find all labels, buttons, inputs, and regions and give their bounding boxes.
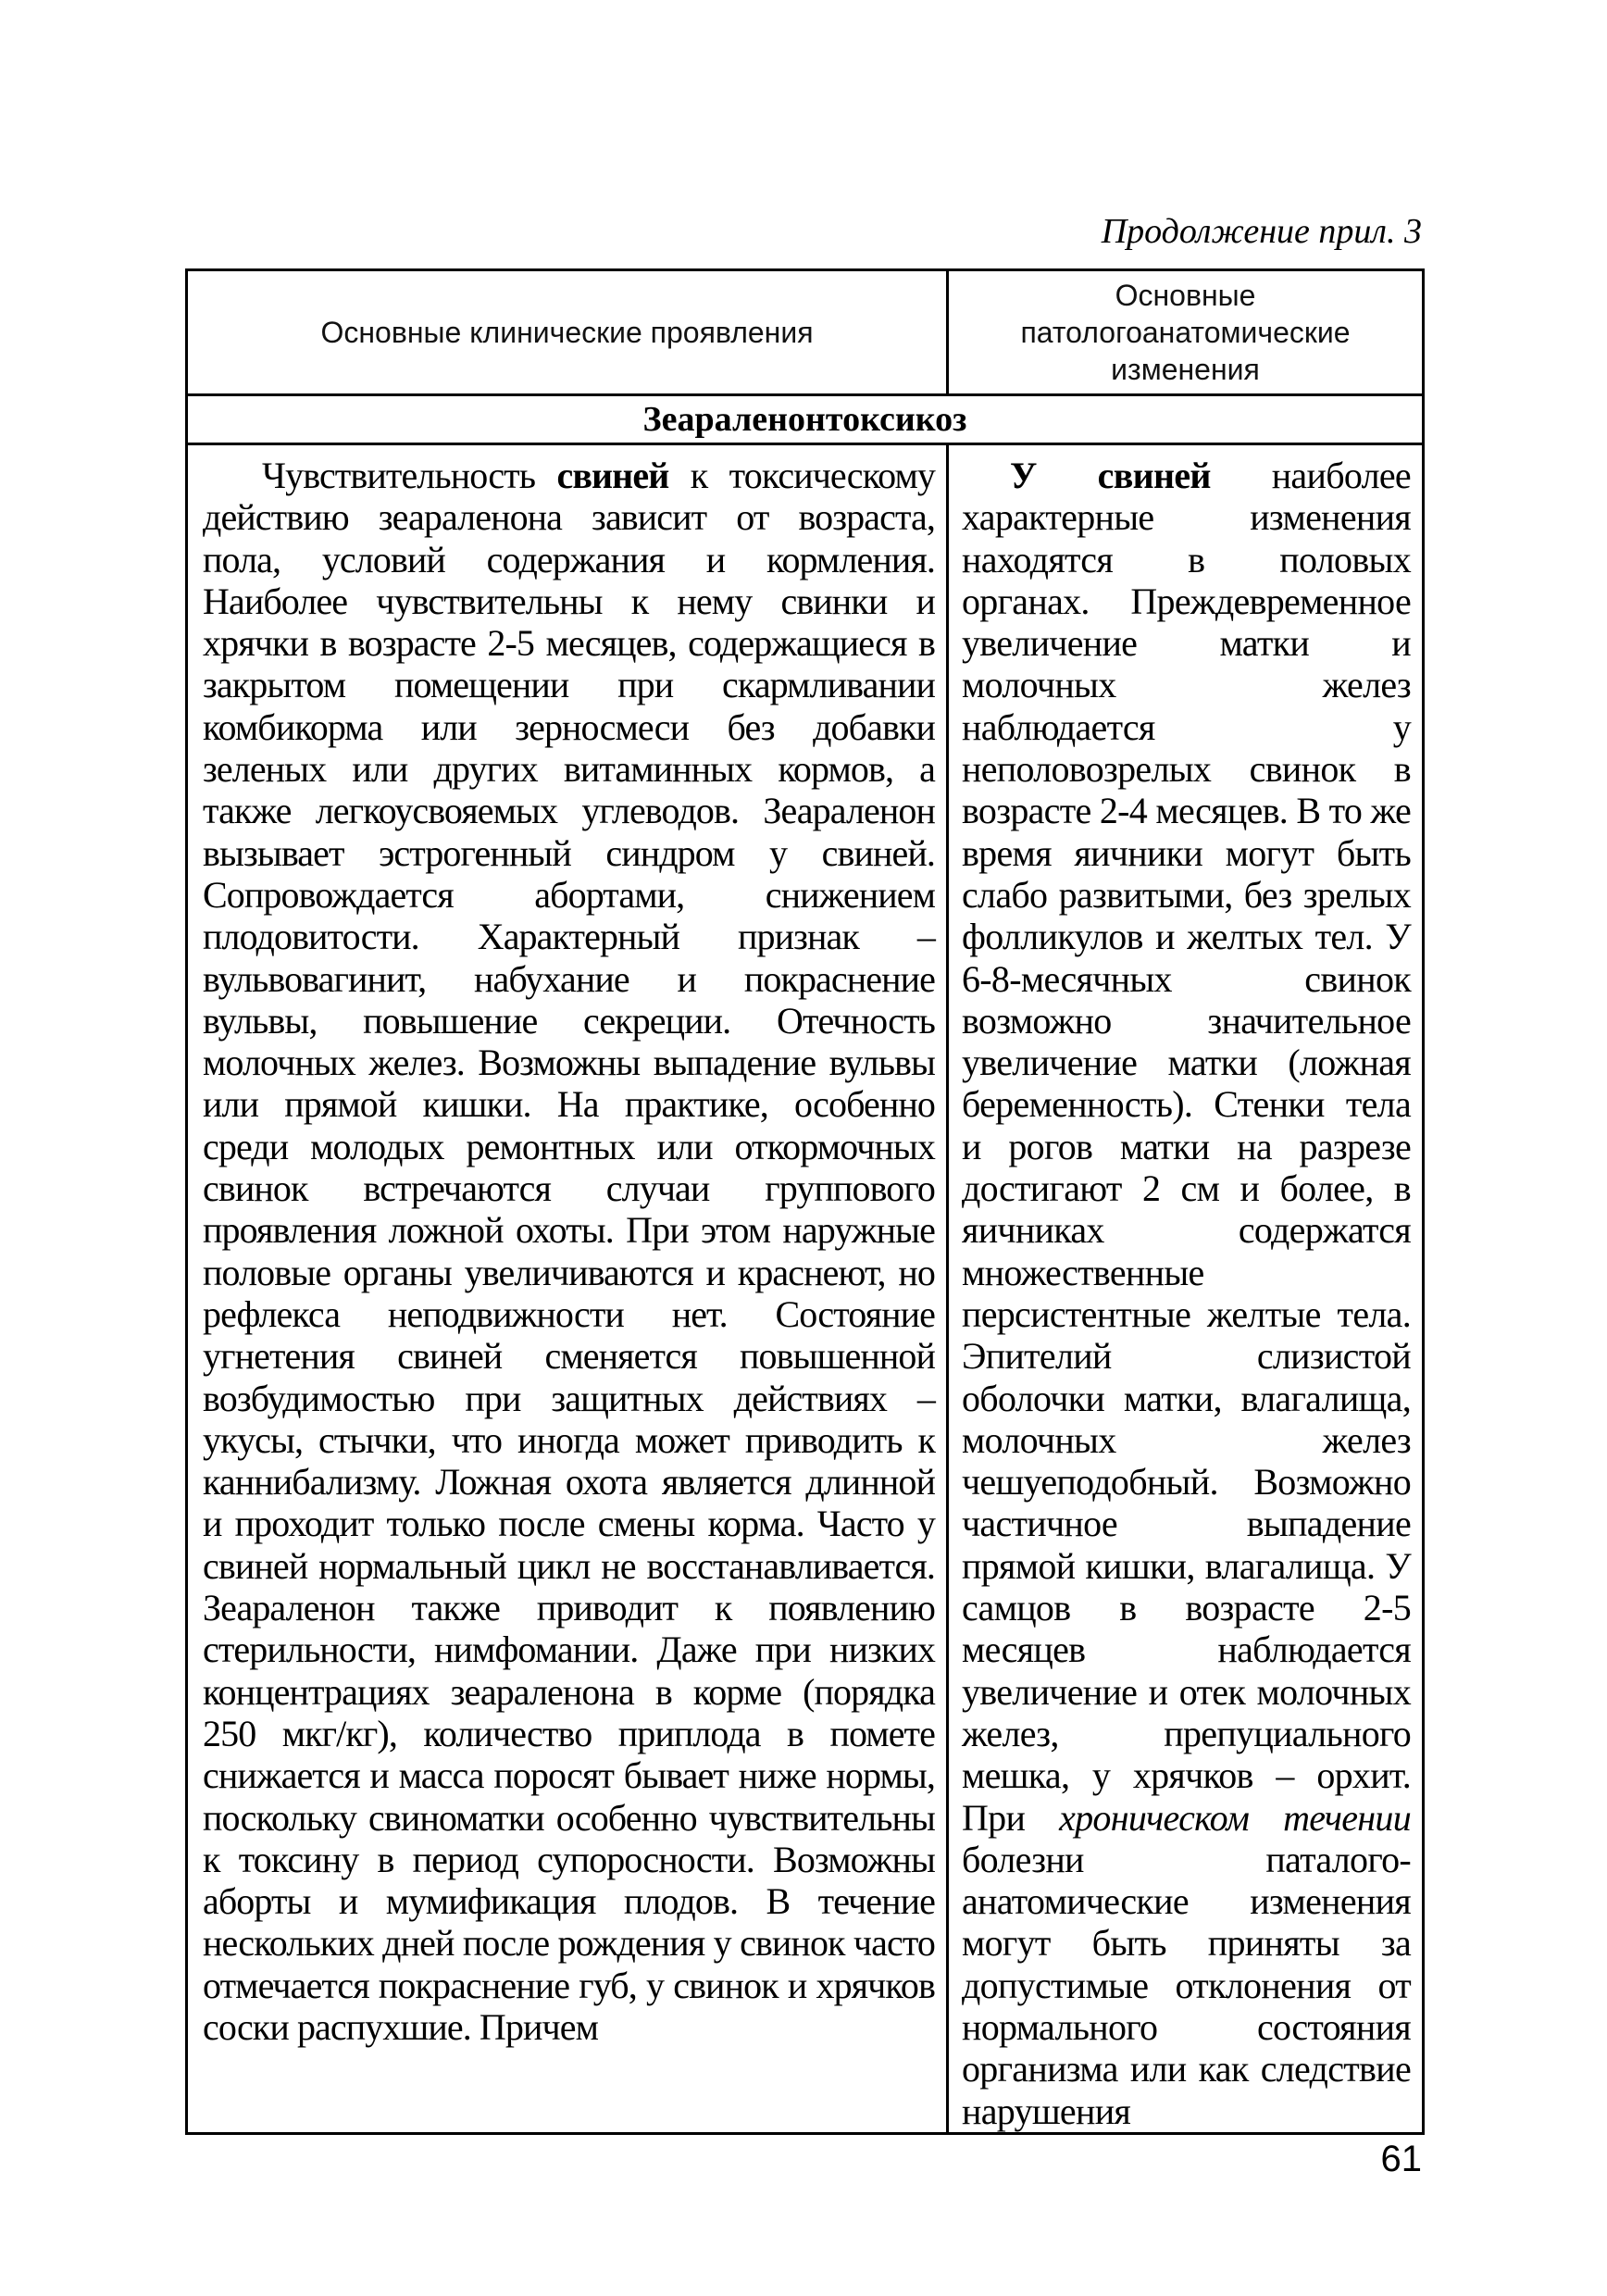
section-row bbox=[187, 395, 1424, 444]
right-italic-1: хроническом течении bbox=[1059, 1796, 1411, 1839]
table-header-row bbox=[187, 270, 1424, 395]
clinical-signs-cell bbox=[187, 444, 948, 2134]
right-text-2: болезни паталого-анатомические изменения могут быть приняты за допустимые отклонения от нормального состояния организма или как следствие нарушения bbox=[962, 1838, 1411, 2132]
col2-header-text bbox=[949, 271, 1422, 393]
clinical-signs-text bbox=[188, 445, 946, 2048]
col2-header bbox=[948, 270, 1424, 395]
col2-header-line1: Основные bbox=[1115, 279, 1256, 312]
table-body-row bbox=[187, 444, 1424, 2134]
pathology-table bbox=[185, 268, 1425, 2135]
page-number: 61 bbox=[1380, 2139, 1422, 2179]
pathology-text bbox=[949, 445, 1422, 2132]
col1-header bbox=[187, 270, 948, 395]
col1-header-text: Основные клинические проявления bbox=[320, 316, 814, 349]
left-bold-1: свиней bbox=[556, 455, 669, 496]
col2-header-line2: патологоанатомические bbox=[1020, 316, 1351, 349]
continuation-label: Продолжение прил. 3 bbox=[1101, 212, 1422, 251]
left-text-1: Чувствительность bbox=[262, 455, 557, 496]
left-text-2: к токсическому действию зеараленона зависит от возраста, пола, условий содержания и кормления. Наиболее чувствительны к нему свинки и хрячки в возрасте 2-5 месяцев, содержащиеся в закрытом помещении при скармливании комбикорма или зерносмеси без добавки зеленых или других витаминных кормов, а также легкоусвояемых углеводов. Зеараленон вызывает эстрогенный синдром у свиней. Сопровождается абортами, снижением плодовитости. Характерный признак – вульвовагинит, набухание и покраснение вульвы, повышение секреции. Отечность молочных желез. Возможны выпадение вульвы или прямой кишки. На практике, особенно среди молодых ремонтных или откормочных свинок встречаются случаи группового проявления ложной охоты. При этом наружные половые органы увеличиваются и краснеют, но рефлекса неподвижности нет. Состояние угнетения свиней сменяется повышенной возбудимостью при защитных действиях – укусы, стычки, что иногда может приводить к каннибализму. Ложная охота является длинной и проходит только после смены корма. Часто у свиней нормальный цикл не восстанавливается. Зеараленон также приводит к появлению стерильности, нимфомании. Даже при низких концентрациях зеараленона в корме (порядка 250 мкг/кг), количество приплода в помете снижается и масса поросят бывает ниже нормы, поскольку свиноматки особенно чувствительны к токсину в период супоросности. Возможны аборты и мумификация плодов. В течение нескольких дней после рождения у свинок часто отмечается покраснение губ, у свинок и хрячков соски распухшие. Причем bbox=[203, 455, 935, 2048]
right-bold-1: У свиней bbox=[1010, 455, 1211, 496]
right-text-1: наиболее характерные изменения находятся в половых органах. Преждевременное увеличение матки и молочных желез наблюдается у неполовозрелых свинок в возрасте 2-4 месяцев. В то же время яичники могут быть слабо развитыми, без зрелых фолликулов и желтых тел. У 6-8-месячных свинок возможно значительное увеличение матки (ложная беременность). Стенки тела и рогов матки на разрезе достигают 2 см и более, в яичниках содержатся множественные персистентные желтые тела. Эпителий слизистой оболочки матки, влагалища, молочных желез чешуеподобный. Возможно частичное выпадение прямой кишки, влагалища. У самцов в возрасте 2-5 месяцев наблюдается увеличение и отек молочных желез, препуциального мешка, у хрячков – орхит. При bbox=[962, 455, 1411, 1839]
section-title: Зеараленонтоксикоз bbox=[187, 395, 1424, 444]
pathology-cell bbox=[948, 444, 1424, 2134]
col2-header-line3: изменения bbox=[1111, 353, 1260, 386]
